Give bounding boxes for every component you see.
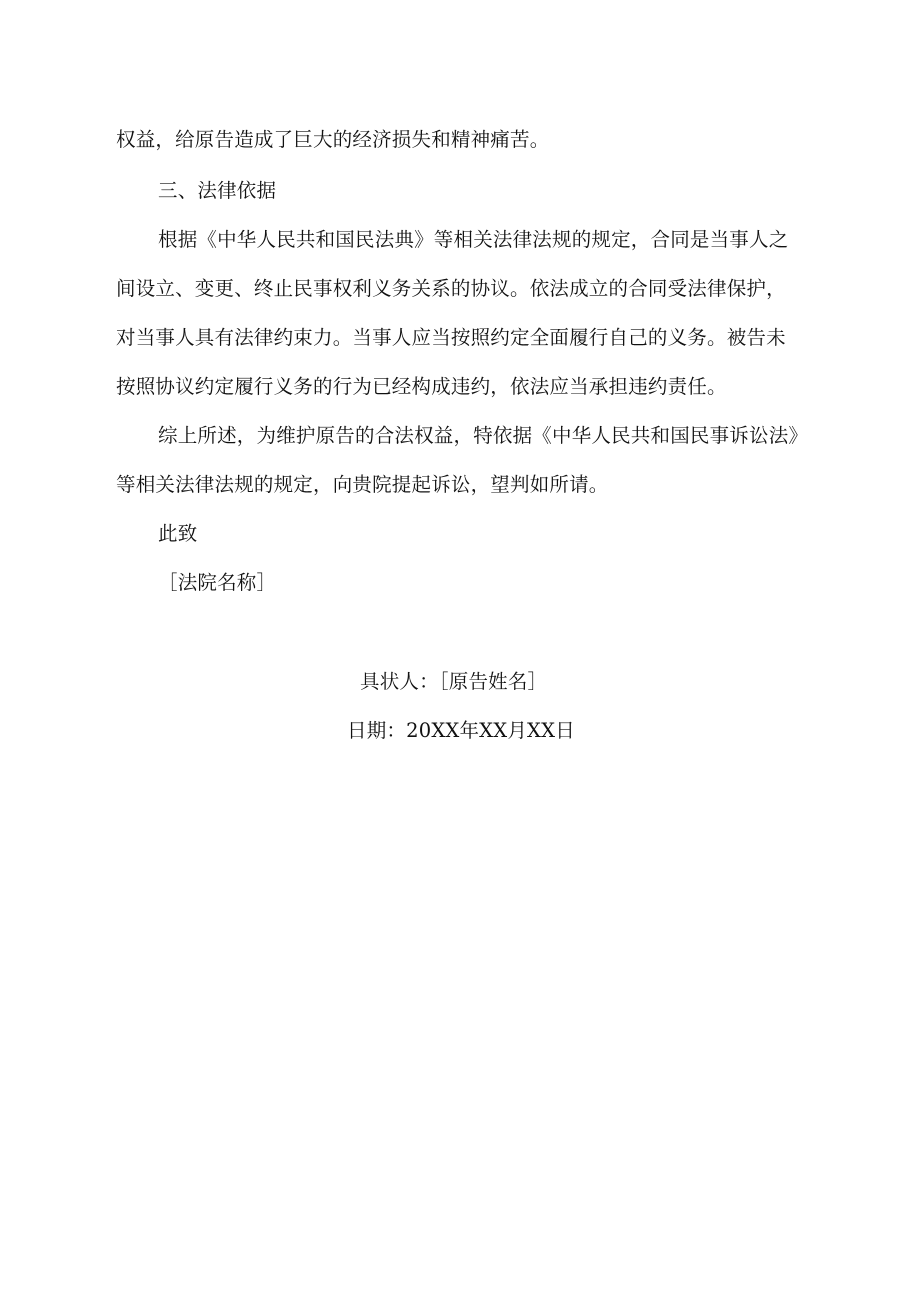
- signature-date: 日期：20XX年XX月XX日: [347, 719, 575, 742]
- paragraph-line: 权益，给原告造成了巨大的经济损失和精神痛苦。: [116, 128, 550, 151]
- section-heading-legal-basis: 三、法律依据: [158, 179, 277, 202]
- complainant-signature: 具状人：［原告姓名］: [360, 670, 548, 693]
- paragraph-line: 等相关法律法规的规定，向贵院提起诉讼，望判如所请。: [116, 473, 609, 496]
- paragraph-line: 综上所述，为维护原告的合法权益，特依据《中华人民共和国民事诉讼法》: [158, 424, 809, 447]
- court-name-placeholder: ［法院名称］: [158, 571, 277, 594]
- paragraph-line: 对当事人具有法律约束力。当事人应当按照约定全面履行自己的义务。被告未: [116, 326, 786, 349]
- paragraph-line: 间设立、变更、终止民事权利义务关系的协议。依法成立的合同受法律保护，: [116, 277, 786, 300]
- salutation-line: 此致: [158, 522, 198, 545]
- paragraph-line: 按照协议约定履行义务的行为已经构成违约，依法应当承担违约责任。: [116, 375, 727, 398]
- paragraph-line: 根据《中华人民共和国民法典》等相关法律法规的规定，合同是当事人之: [158, 228, 789, 251]
